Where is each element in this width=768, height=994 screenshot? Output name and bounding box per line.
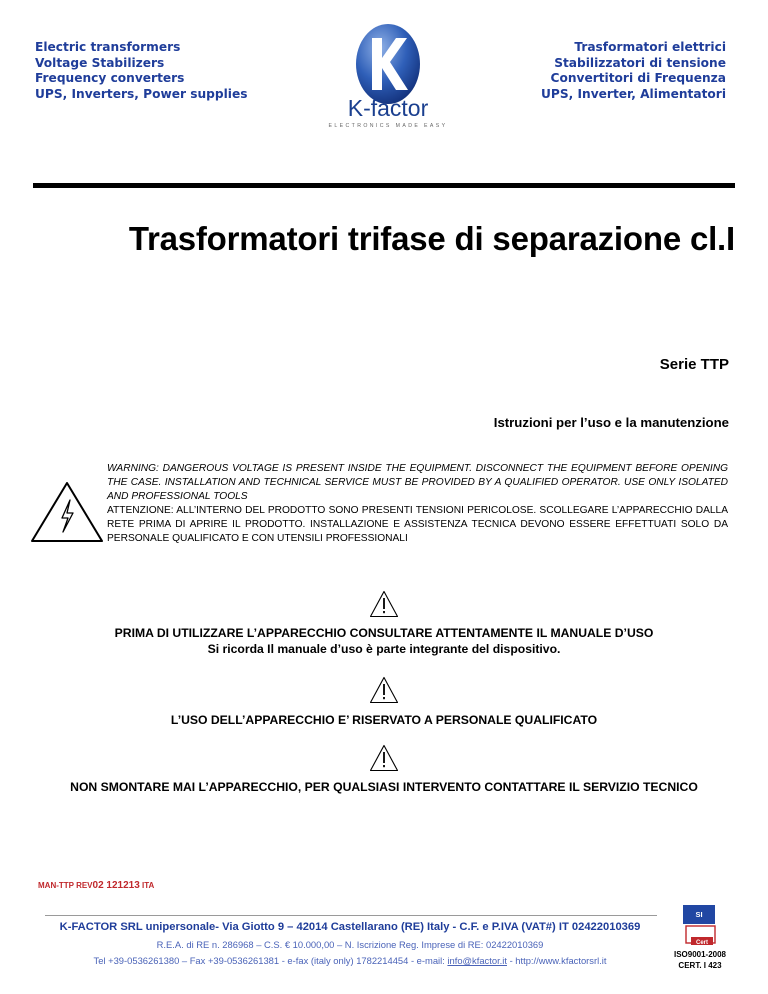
iso-certification xyxy=(640,949,760,971)
caution-icon xyxy=(369,676,399,704)
kfactor-logo xyxy=(318,18,458,130)
header-left-line: Frequency converters xyxy=(35,71,185,85)
iso-standard: ISO9001-2008 xyxy=(673,950,727,959)
series-label: Serie TTP xyxy=(659,356,729,373)
warning-italian: ATTENZIONE: ALL’INTERNO DEL PRODOTTO SONO PRESENTI TENSIONI PERICOLOSE. SCOLLEGARE L’APPARECCHIO DALLA RETE PRIMA DI APRIRE IL PRODOTTO. INSTALLAZIONE E ASSISTENZA TECNICA DEVONO ESSERE EFFETTUATI SOLO DA PERSONALE QUALIFICATO E CON UTENSILI PROFESSIONALI xyxy=(107,505,728,545)
header-right-line: UPS, Inverter, Alimentatori xyxy=(541,86,726,101)
footer-contacts xyxy=(35,955,665,966)
cert-badge-bottom-text: Cert xyxy=(695,940,709,946)
footer-company: K-FACTOR SRL unipersonale- Via Giotto 9 – 42014 Castellarano (RE) Italy - C.F. e P.IVA (VAT#) IT 02422010369 xyxy=(59,921,641,933)
header-left-product-list xyxy=(35,40,247,102)
warning-english: WARNING: DANGEROUS VOLTAGE IS PRESENT INSIDE THE EQUIPMENT. DISCONNECT THE EQUIPMENT BEFORE OPENING THE CASE. INSTALLATION AND TECHNICAL SERVICE MUST BE PROVIDED BY A QUALIFIED OPERATOR. USE ONLY ISOLATED AND PROFESSIONAL TOOLS xyxy=(107,463,728,503)
doc-code-suffix: ITA xyxy=(139,881,155,890)
safety-warning-text xyxy=(107,462,728,547)
notice-do-not-disassemble: NON SMONTARE MAI L’APPARECCHIO, PER QUALSIASI INTERVENTO CONTATTARE IL SERVIZIO TECNICO xyxy=(70,780,698,794)
doc-code-revision: 02 121213 xyxy=(92,880,140,891)
caution-icon xyxy=(369,590,399,618)
document-subtitle: Istruzioni per l’uso e la manutenzione xyxy=(493,415,729,430)
header-right-line: Trasformatori elettrici xyxy=(574,40,726,54)
footer-email-link[interactable]: info@kfactor.it xyxy=(447,955,507,966)
footer-divider xyxy=(45,915,657,916)
header-right-product-list xyxy=(541,40,726,102)
notice-manual-integral: Si ricorda Il manuale d’uso è parte integrante del dispositivo. xyxy=(207,642,561,656)
notice-read-manual: PRIMA DI UTILIZZARE L’APPARECCHIO CONSULTARE ATTENTAMENTE IL MANUALE D’USO xyxy=(114,626,654,640)
header-divider xyxy=(33,183,735,188)
doc-code-prefix: MAN-TTP REV xyxy=(38,881,93,890)
header-right-line: Convertitori di Frequenza xyxy=(550,71,726,85)
cert-number: CERT. I 423 xyxy=(678,961,722,970)
footer-website[interactable]: - http://www.kfactorsrl.it xyxy=(506,955,607,966)
caution-icon xyxy=(369,744,399,772)
logo-tagline-text: ELECTRONICS MADE EASY xyxy=(328,123,448,129)
header-left-line: UPS, Inverters, Power supplies xyxy=(35,86,248,101)
document-title: Trasformatori trifase di separazione cl.I xyxy=(128,220,735,257)
high-voltage-warning-icon xyxy=(29,480,105,544)
header-left-line: Electric transformers xyxy=(35,40,181,54)
notice-qualified-personnel: L’USO DELL’APPARECCHIO E’ RISERVATO A PERSONALE QUALIFICATO xyxy=(170,713,598,727)
header-right-line: Stabilizzatori di tensione xyxy=(554,55,726,70)
header-left-line: Voltage Stabilizers xyxy=(35,55,165,70)
footer-contacts-pre: Tel +39-0536261380 – Fax +39-0536261381 - e-fax (italy only) 1782214454 - e-mail: xyxy=(93,955,448,966)
footer-registry: R.E.A. di RE n. 286968 – C.S. € 10.000,00 – N. Iscrizione Reg. Imprese di RE: 02422010369 xyxy=(156,939,544,950)
sicert-certification-badge xyxy=(678,904,720,950)
cert-badge-top-text: SI xyxy=(695,910,703,919)
logo-brand-text: K-factor xyxy=(347,95,429,121)
document-code xyxy=(38,880,154,891)
